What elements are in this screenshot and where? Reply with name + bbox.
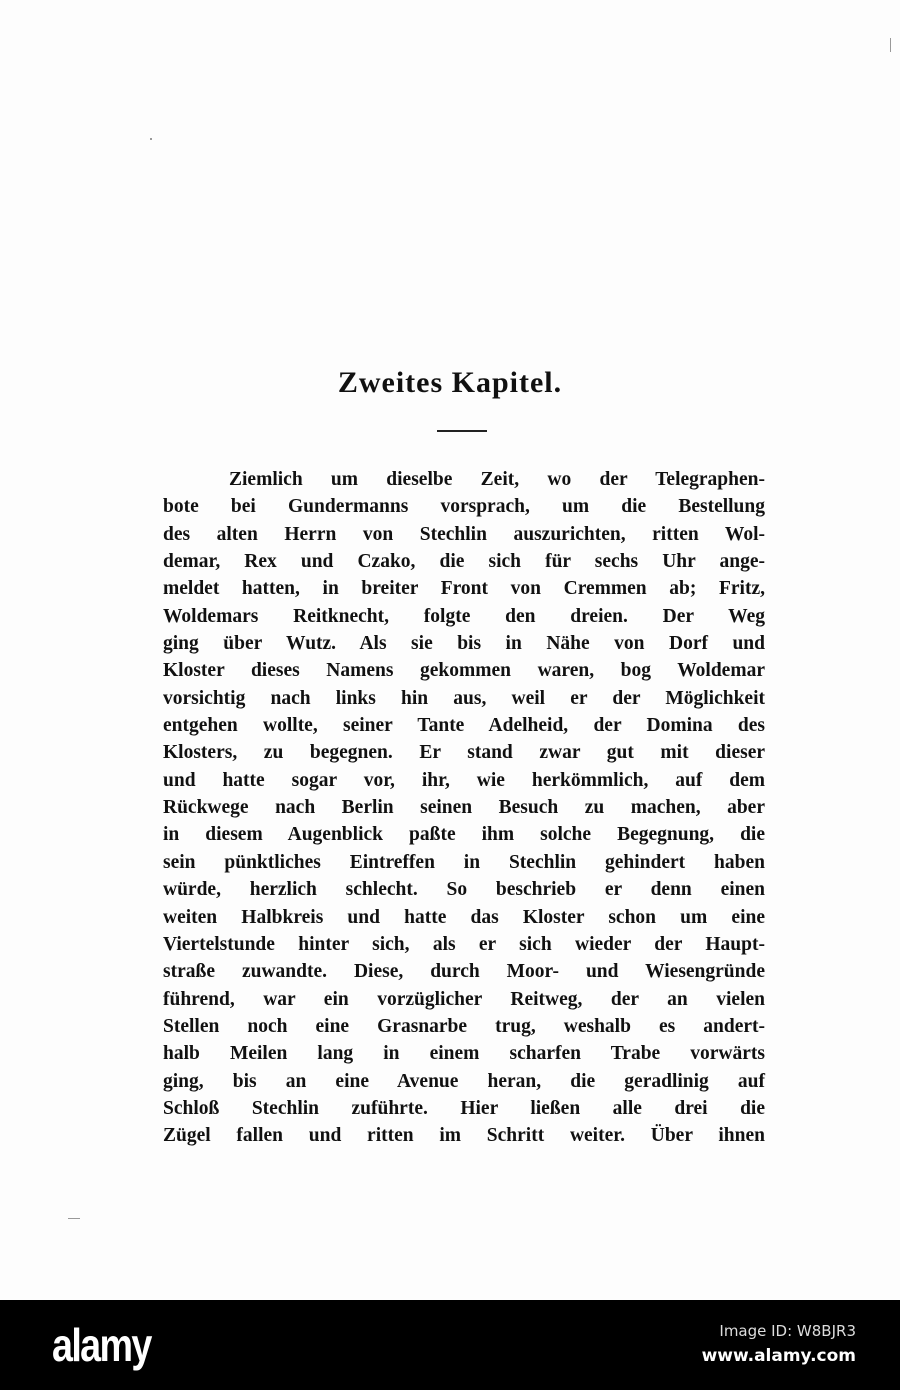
text-line: Ziemlich um dieselbe Zeit, wo der Telegraphen- [229,469,765,490]
text-line: halb Meilen lang in einem scharfen Trabe vorwärts [163,1043,765,1065]
text-line: des alten Herrn von Stechlin auszurichten, ritten Wol- [163,523,765,545]
watermark-url: www.alamy.com [701,1346,856,1366]
text-line: und hatte sogar vor, ihr, wie herkömmlich, auf dem [163,769,765,791]
text-line: ging über Wutz. Als sie bis in Nähe von Dorf und [163,633,765,655]
text-line: würde, herzlich schlecht. So beschrieb er denn einen [163,879,765,901]
watermark-footer [0,1300,900,1390]
text-line: demar, Rex und Czako, die sich für sechs Uhr ange- [163,551,765,573]
chapter-title: Zweites Kapitel. [337,366,563,399]
text-line: Schloß Stechlin zuführte. Hier ließen alle drei die [163,1097,765,1119]
image-id: Image ID: W8BJR3 [719,1322,856,1340]
text-line: bote bei Gundermanns vorsprach, um die Bestellung [163,496,765,518]
text-line: Rückwege nach Berlin seinen Besuch zu machen, aber [163,797,765,819]
text-line: weiten Halbkreis und hatte das Kloster schon um eine [163,906,765,928]
scan-artifact [150,138,152,140]
chapter-text [163,466,765,1150]
text-line: vorsichtig nach links hin aus, weil er der Möglichkeit [163,687,765,709]
text-line: Woldemars Reitknecht, folgte den dreien. Der Weg [163,605,765,627]
text-line: führend, war ein vorzüglicher Reitweg, der an vielen [163,988,765,1010]
text-line: Stellen noch eine Grasnarbe trug, weshalb es andert- [163,1015,765,1037]
text-line: meldet hatten, in breiter Front von Cremmen ab; Fritz, [163,578,765,600]
text-line: ging, bis an eine Avenue heran, die geradlinig auf [163,1070,765,1092]
text-line: Viertelstunde hinter sich, als er sich wieder der Haupt- [163,933,765,955]
title-divider [437,430,487,432]
scan-artifact [68,1218,80,1219]
alamy-logo: alamy [52,1319,151,1371]
text-line: entgehen wollte, seiner Tante Adelheid, der Domina des [163,715,765,737]
text-line: Klosters, zu begegnen. Er stand zwar gut mit dieser [163,742,765,764]
text-line: in diesem Augenblick paßte ihm solche Begegnung, die [163,824,765,846]
text-line: sein pünktliches Eintreffen in Stechlin gehindert haben [163,851,765,873]
text-line: straße zuwandte. Diese, durch Moor- und Wiesengründe [163,961,765,983]
scan-artifact [890,38,891,52]
text-line: Zügel fallen und ritten im Schritt weiter. Über ihnen [163,1125,765,1147]
text-line: Kloster dieses Namens gekommen waren, bog Woldemar [163,660,765,682]
